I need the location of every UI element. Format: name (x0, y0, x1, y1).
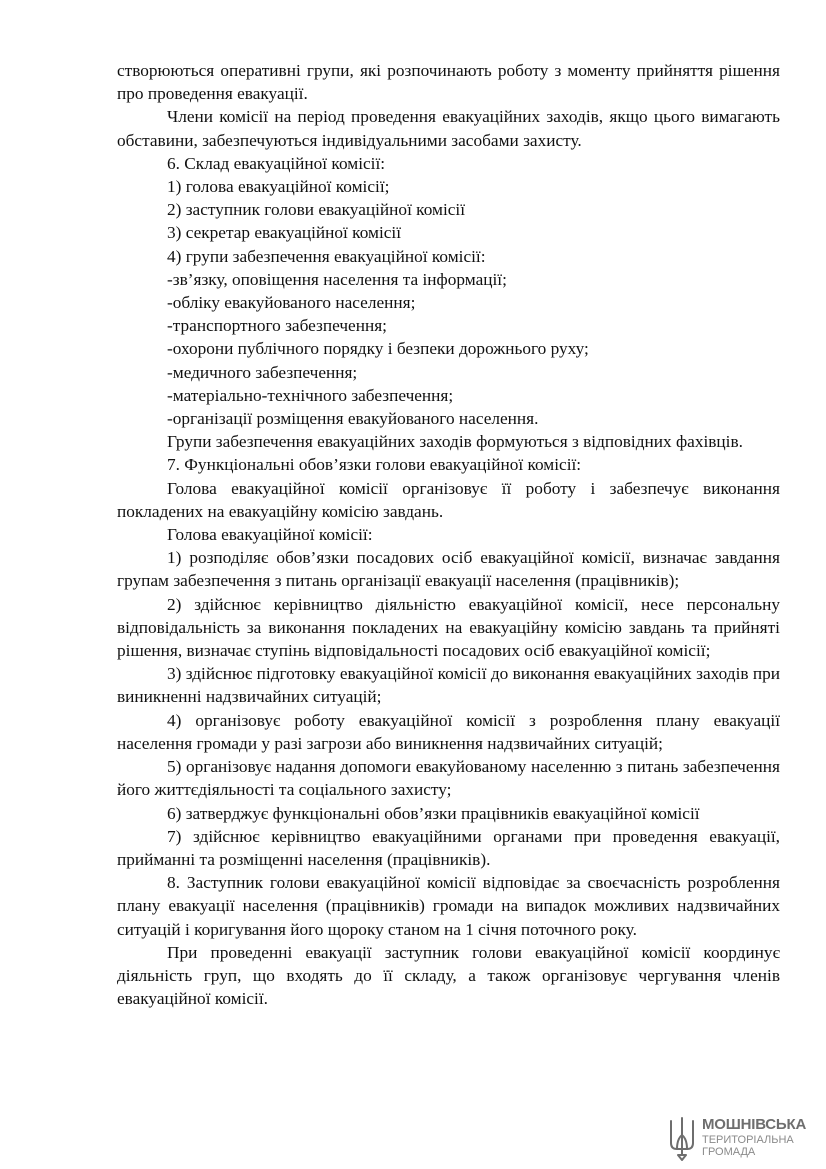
section-8-paragraph: 8. Заступник голови евакуаційної комісії відповідає за своєчасність розроблення плану евакуації населення (працівників) громади на випадок можливих надзвичайних ситуацій і коригування його щороку станом на 1 січня поточного року. (117, 873, 780, 939)
list-item: 5) організовує надання допомоги евакуйованому населенню з питань забезпечення його життєдіяльності та соціального захисту; (117, 757, 780, 800)
paragraph: Голова евакуаційної комісії: (167, 525, 373, 545)
logo-subtitle-1: ТЕРИТОРІАЛЬНА (702, 1134, 794, 1146)
list-item: 2) здійснює керівництво діяльністю евакуаційної комісії, несе персональну відповідальність за виконання покладених на евакуаційну комісію завдань та прийняті рішення, визначає ступінь відповідальності посадових осіб евакуаційної комісії; (117, 594, 780, 661)
document-page (117, 59, 780, 1010)
paragraph-2: Члени комісії на період проведення евакуаційних заходів, якщо цього вимагають обставини, забезпечуються індивідуальними засобами захисту. (117, 107, 780, 150)
logo-title: МОШНІВСЬКА (702, 1116, 807, 1133)
section-7-heading: 7. Функціональні обов’язки голови евакуаційної комісії: (167, 455, 582, 475)
paragraph: При проведенні евакуації заступник голови евакуаційної комісії координує діяльність груп, що входять до її складу, а також організовує чергування членів евакуаційної комісії. (117, 942, 780, 1009)
paragraph: Голова евакуаційної комісії організовує її роботу і забезпечує виконання покладених на евакуаційну комісію завдань. (117, 478, 780, 521)
list-item: -охорони публічного порядку і безпеки дорожнього руху; (167, 339, 589, 359)
paragraph-1: створюються оперативні групи, які розпочинають роботу з моменту прийняття рішення про проведення евакуації. (117, 61, 780, 104)
list-item: 3) секретар евакуаційної комісії (167, 223, 402, 243)
list-item: -матеріально-технічного забезпечення; (167, 385, 454, 405)
list-item: 2) заступник голови евакуаційної комісії (167, 200, 466, 220)
logo-subtitle-2: ГРОМАДА (702, 1146, 756, 1158)
list-item: 1) голова евакуаційної комісії; (167, 177, 390, 197)
list-item: -організації розміщення евакуйованого населення. (167, 409, 539, 429)
section-6-heading: 6. Склад евакуаційної комісії: (167, 153, 386, 173)
list-item: -транспортного забезпечення; (167, 316, 387, 336)
list-item: 1) розподіляє обов’язки посадових осіб евакуаційної комісії, визначає завдання групам забезпечення з питань організації евакуації населення (працівників); (117, 548, 780, 591)
list-item: -зв’язку, оповіщення населення та інформації; (167, 269, 507, 289)
list-item: 3) здійснює підготовку евакуаційної комісії до виконання евакуаційних заходів при виникненні надзвичайних ситуацій; (117, 664, 780, 707)
list-item: -медичного забезпечення; (167, 362, 358, 382)
list-item: 4) організовує роботу евакуаційної комісії з розроблення плану евакуації населення громади у разі загрози або виникнення надзвичайних ситуацій; (117, 710, 780, 753)
list-item: 6) затверджує функціональні обов’язки працівників евакуаційної комісії (167, 803, 700, 823)
paragraph: Групи забезпечення евакуаційних заходів формуються з відповідних фахівців. (167, 432, 743, 452)
list-item: 7) здійснює керівництво евакуаційними органами при проведення евакуації, прийманні та розміщенні населення (працівників). (117, 826, 780, 869)
trident-icon (668, 1115, 696, 1161)
list-item: -обліку евакуйованого населення; (167, 293, 416, 313)
community-logo (668, 1115, 818, 1165)
list-item: 4) групи забезпечення евакуаційної комісії: (167, 246, 486, 266)
